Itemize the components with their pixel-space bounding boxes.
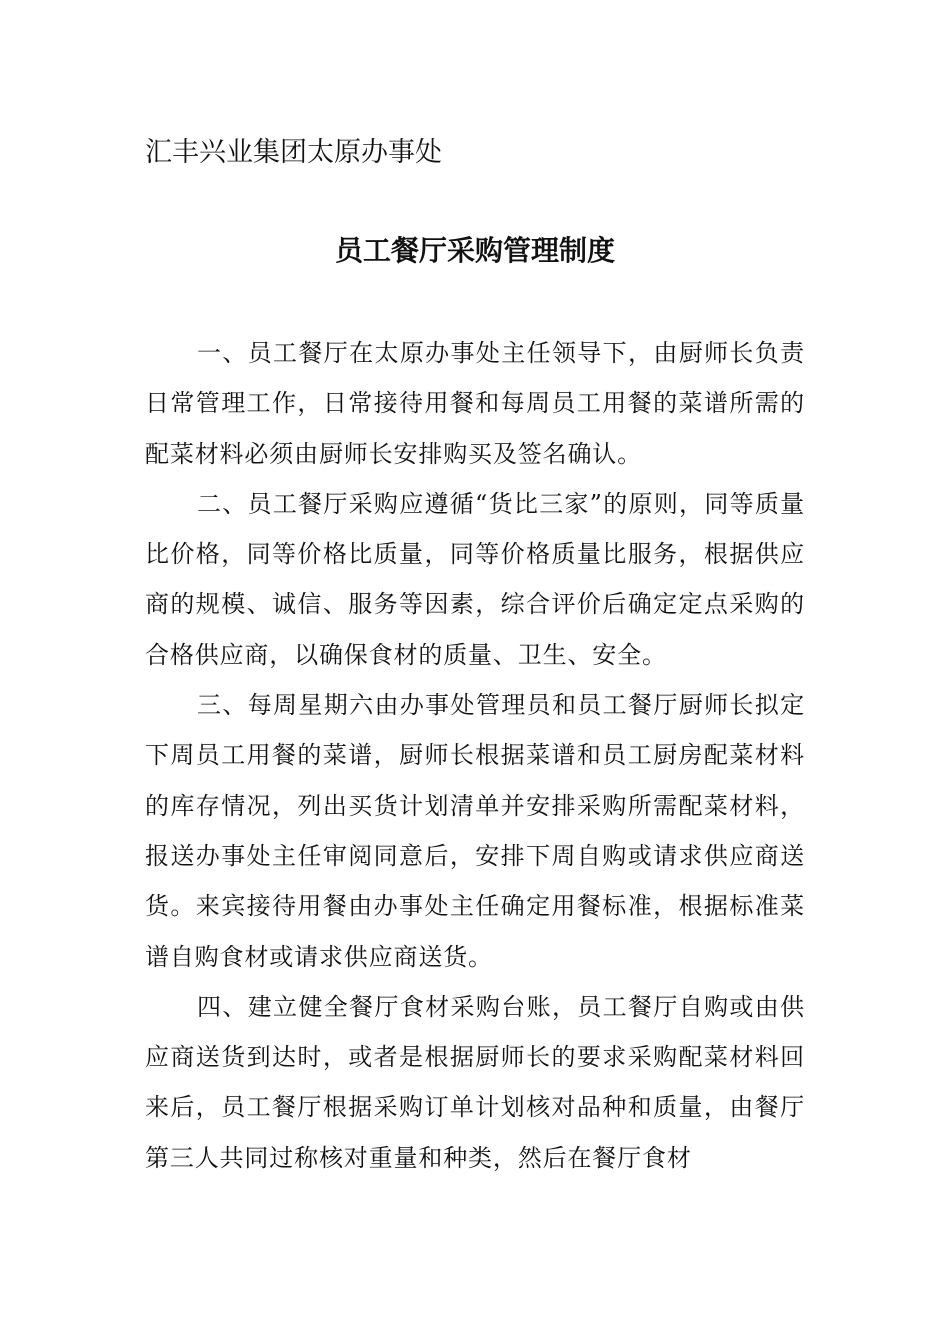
paragraph-1: 一、员工餐厅在太原办事处主任领导下，由厨师长负责日常管理工作，日常接待用餐和每周员工用餐的菜谱所需的配菜材料必须由厨师长安排购买及签名确认。 (145, 339, 805, 468)
paragraph-3: 三、每周星期六由办事处管理员和员工餐厅厨师长拟定下周员工用餐的菜谱，厨师长根据菜谱和员工厨房配菜材料的库存情况，列出买货计划清单并安排采购所需配菜材料，报送办事处主任审阅同意后，安排下周自购或请求供应商送货。来宾接待用餐由办事处主任确定用餐标准，根据标准菜谱自购食材或请求供应商送货。 (145, 691, 805, 971)
organization-name: 汇丰兴业集团太原办事处 (145, 137, 442, 168)
paragraph-2: 二、员工餐厅采购应遵循“货比三家”的原则，同等质量比价格，同等价格比质量，同等价格质量比服务，根据供应商的规模、诚信、服务等因素，综合评价后确定定点采购的合格供应商，以确保食材的质量、卫生、安全。 (145, 489, 805, 669)
document-body (145, 328, 805, 1183)
document-title: 员工餐厅采购管理制度 (334, 234, 615, 267)
paragraph-4: 四、建立健全餐厅食材采购台账，员工餐厅自购或由供应商送货到达时，或者是根据厨师长的要求采购配菜材料回来后，员工餐厅根据采购订单计划核对品种和质量，由餐厅第三人共同过称核对重量和种类，然后在餐厅食材 (145, 992, 805, 1172)
